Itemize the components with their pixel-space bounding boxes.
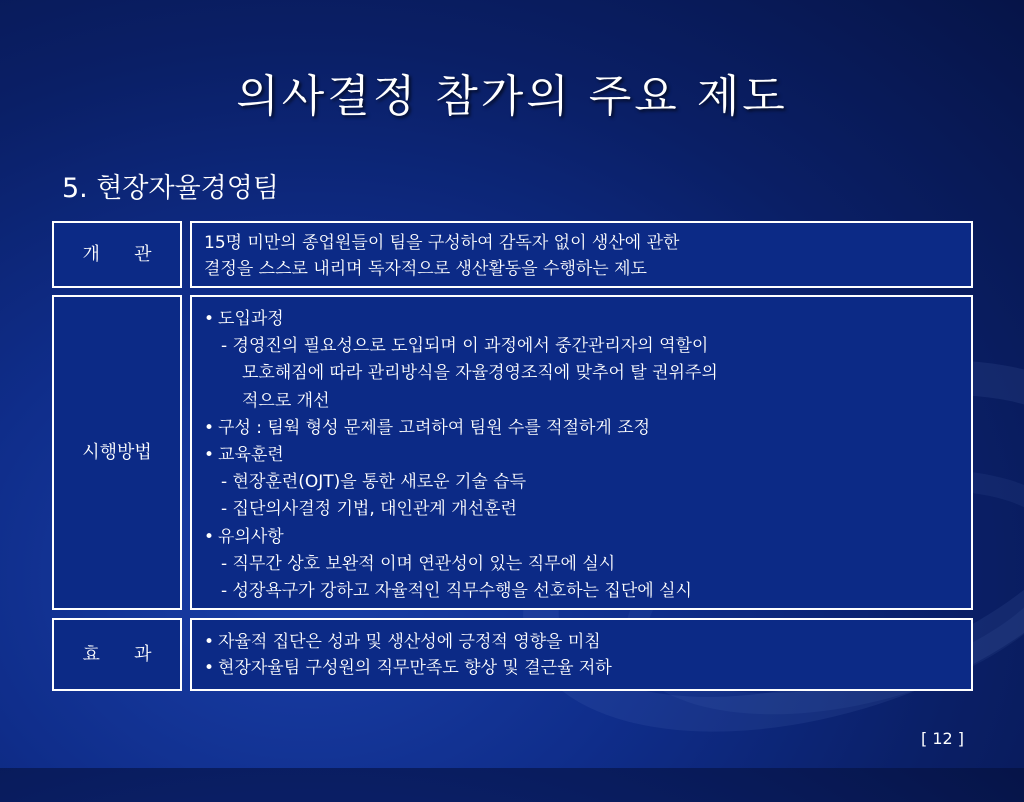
page-number: [ 12 ] — [920, 729, 964, 748]
row-content-effect — [190, 618, 973, 691]
bullet-item: • 도입과정 — [204, 306, 961, 333]
bullet-item: • 자율적 집단은 성과 및 생산성에 긍정적 영향을 미침 — [204, 629, 961, 655]
content-line: 15명 미만의 종업원들이 팀을 구성하여 감독자 없이 생산에 관한 — [204, 233, 680, 253]
slide-subtitle: 5. 현장자율경영팀 — [62, 173, 279, 204]
row-label-effect — [52, 618, 182, 691]
slide-title: 의사결정 참가의 주요 제도 — [236, 71, 788, 122]
sub-item-continuation: 적으로 개선 — [242, 390, 330, 411]
row-label-text: 효 과 — [82, 643, 152, 665]
bullet-item: • 구성 : 팀웍 형성 문제를 고려하여 팀원 수를 적절하게 조정 — [204, 415, 961, 442]
row-label-text: 시행방법 — [82, 441, 152, 463]
row-label-implementation — [52, 295, 182, 610]
sub-item-continuation: 모호해짐에 따라 관리방식을 자율경영조직에 맞추어 탈 권위주의 — [242, 363, 718, 384]
row-label-overview — [52, 221, 182, 288]
sub-item: - 집단의사결정 기법, 대인관계 개선훈련 — [221, 499, 517, 520]
bullet-item: • 교육훈련 — [204, 442, 961, 469]
bullet-item: • 현장자율팀 구성원의 직무만족도 향상 및 결근율 저하 — [204, 655, 961, 681]
sub-item: - 직무간 상호 보완적 이며 연관성이 있는 직무에 실시 — [221, 553, 616, 574]
row-content-implementation — [190, 295, 973, 610]
bullet-item: • 유의사항 — [204, 524, 961, 551]
content-line: 결정을 스스로 내리며 독자적으로 생산활동을 수행하는 제도 — [204, 259, 647, 279]
row-label-text: 개 관 — [82, 243, 152, 265]
sub-item: - 현장훈련(OJT)을 통한 새로운 기술 습득 — [221, 472, 527, 493]
sub-item: - 성장욕구가 강하고 자율적인 직무수행을 선호하는 집단에 실시 — [221, 581, 692, 602]
row-content-overview — [190, 221, 973, 288]
sub-item: - 경영진의 필요성으로 도입되며 이 과정에서 중간관리자의 역할이 — [221, 336, 709, 357]
